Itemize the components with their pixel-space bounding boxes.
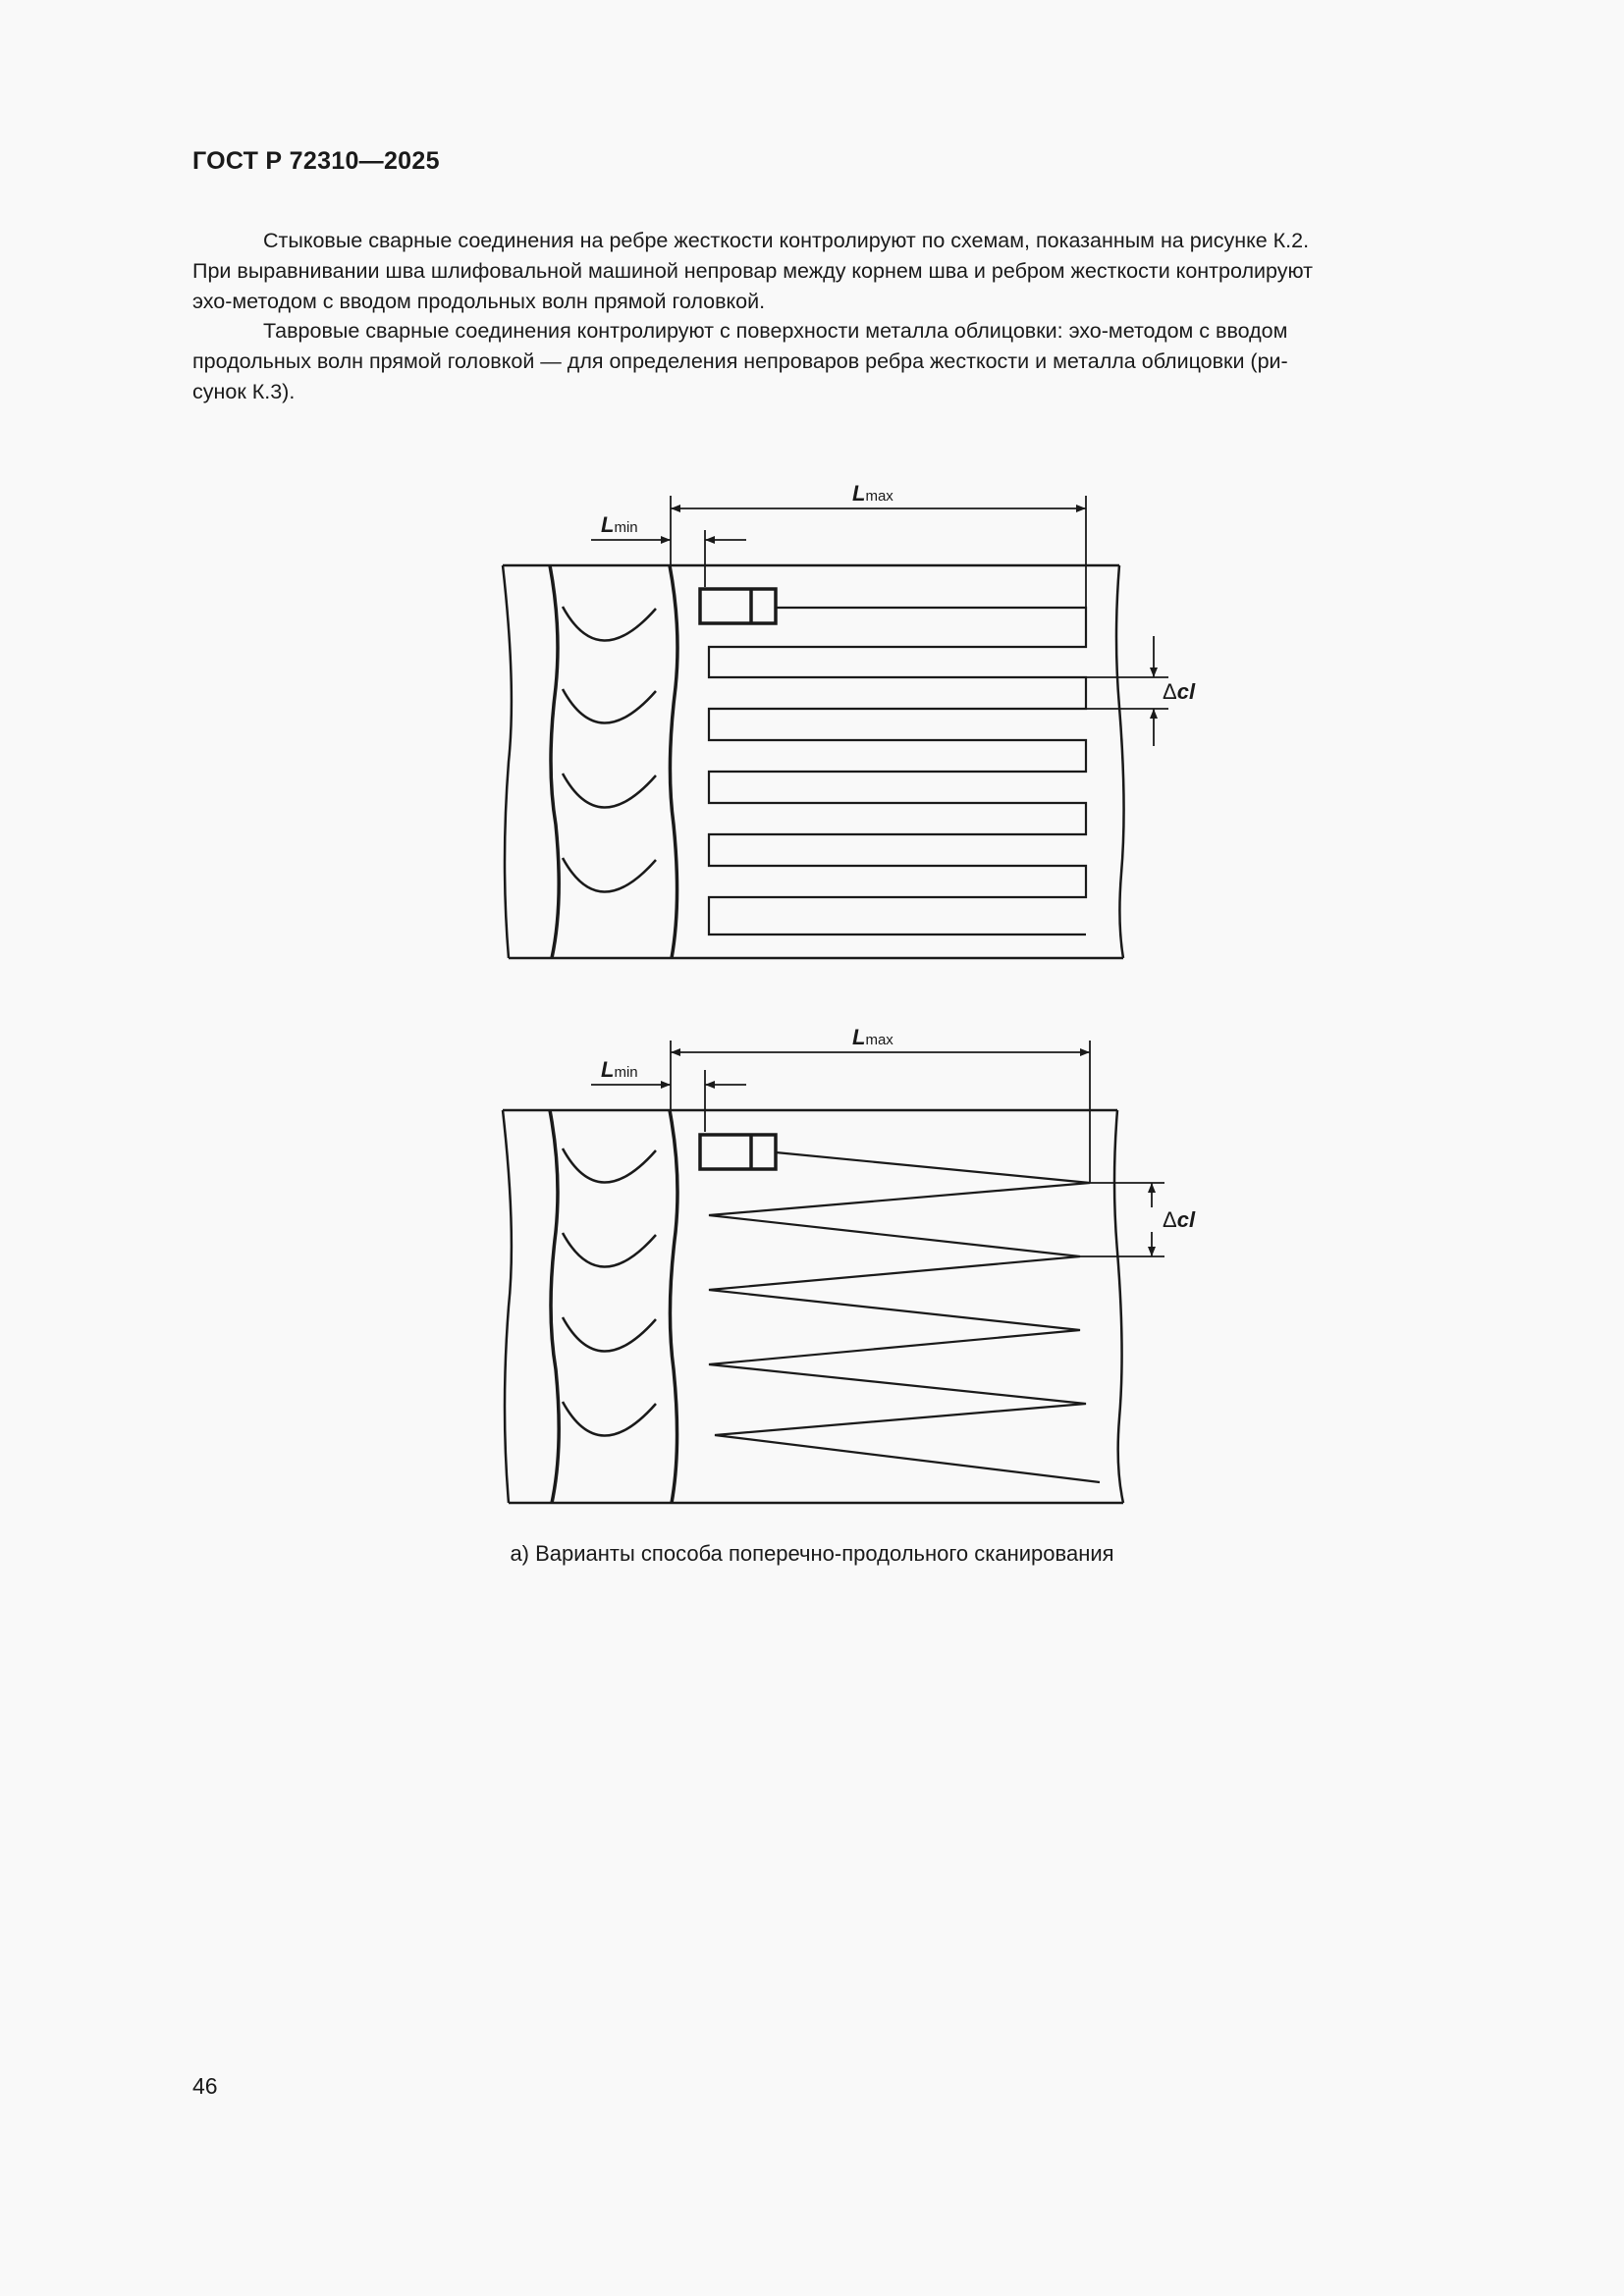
scan-path-raster: [709, 608, 1086, 934]
diagram-raster-labels: [601, 481, 1196, 704]
weld-ripples: [563, 607, 656, 892]
paragraph-line: продольных волн прямой головкой — для определения непроваров ребра жесткости и металла облицовки (ри-: [192, 349, 1288, 373]
paragraph-line: сунок К.3).: [192, 380, 296, 403]
paragraph-line-text: Стыковые сварные соединения на ребре жесткости контролируют по схемам, показанным на рисунке К.2.: [263, 229, 1310, 252]
paragraph-line-text: Тавровые сварные соединения контролируют с поверхности металла облицовки: эхо-методом с вводом: [263, 319, 1288, 343]
plate-outline: [503, 565, 1124, 958]
plate-outline: [503, 1110, 1123, 1503]
delta-cl-label: Δcl: [1163, 679, 1196, 704]
lmin-label: Lmin: [601, 512, 638, 537]
delta-cl-label: Δcl: [1163, 1207, 1196, 1232]
paragraph-line: эхо-методом с вводом продольных волн прямой головкой.: [192, 290, 766, 313]
weld-ripples: [563, 1148, 656, 1436]
probe-icon: [700, 589, 776, 623]
figure-caption: а) Варианты способа поперечно-продольного сканирования: [510, 1541, 1114, 1566]
weld-seam: [550, 1110, 677, 1503]
lmax-label: Lmax: [852, 1025, 893, 1049]
document-number-header: ГОСТ Р 72310—2025: [192, 147, 440, 175]
paragraph-line: При выравнивании шва шлифовальной машиной непровар между корнем шва и ребром жесткости контролируют: [192, 259, 1313, 283]
lmax-label: Lmax: [852, 481, 893, 506]
diagram-zigzag-scan: [503, 1041, 1164, 1503]
weld-seam: [550, 565, 677, 958]
diagram-raster-scan: [503, 496, 1168, 958]
page-number: 46: [192, 2073, 218, 2099]
lmin-label: Lmin: [601, 1057, 638, 1082]
probe-icon: [700, 1135, 776, 1169]
scan-path-zigzag: [709, 1152, 1100, 1482]
diagram-zigzag-labels: [601, 1025, 1196, 1232]
